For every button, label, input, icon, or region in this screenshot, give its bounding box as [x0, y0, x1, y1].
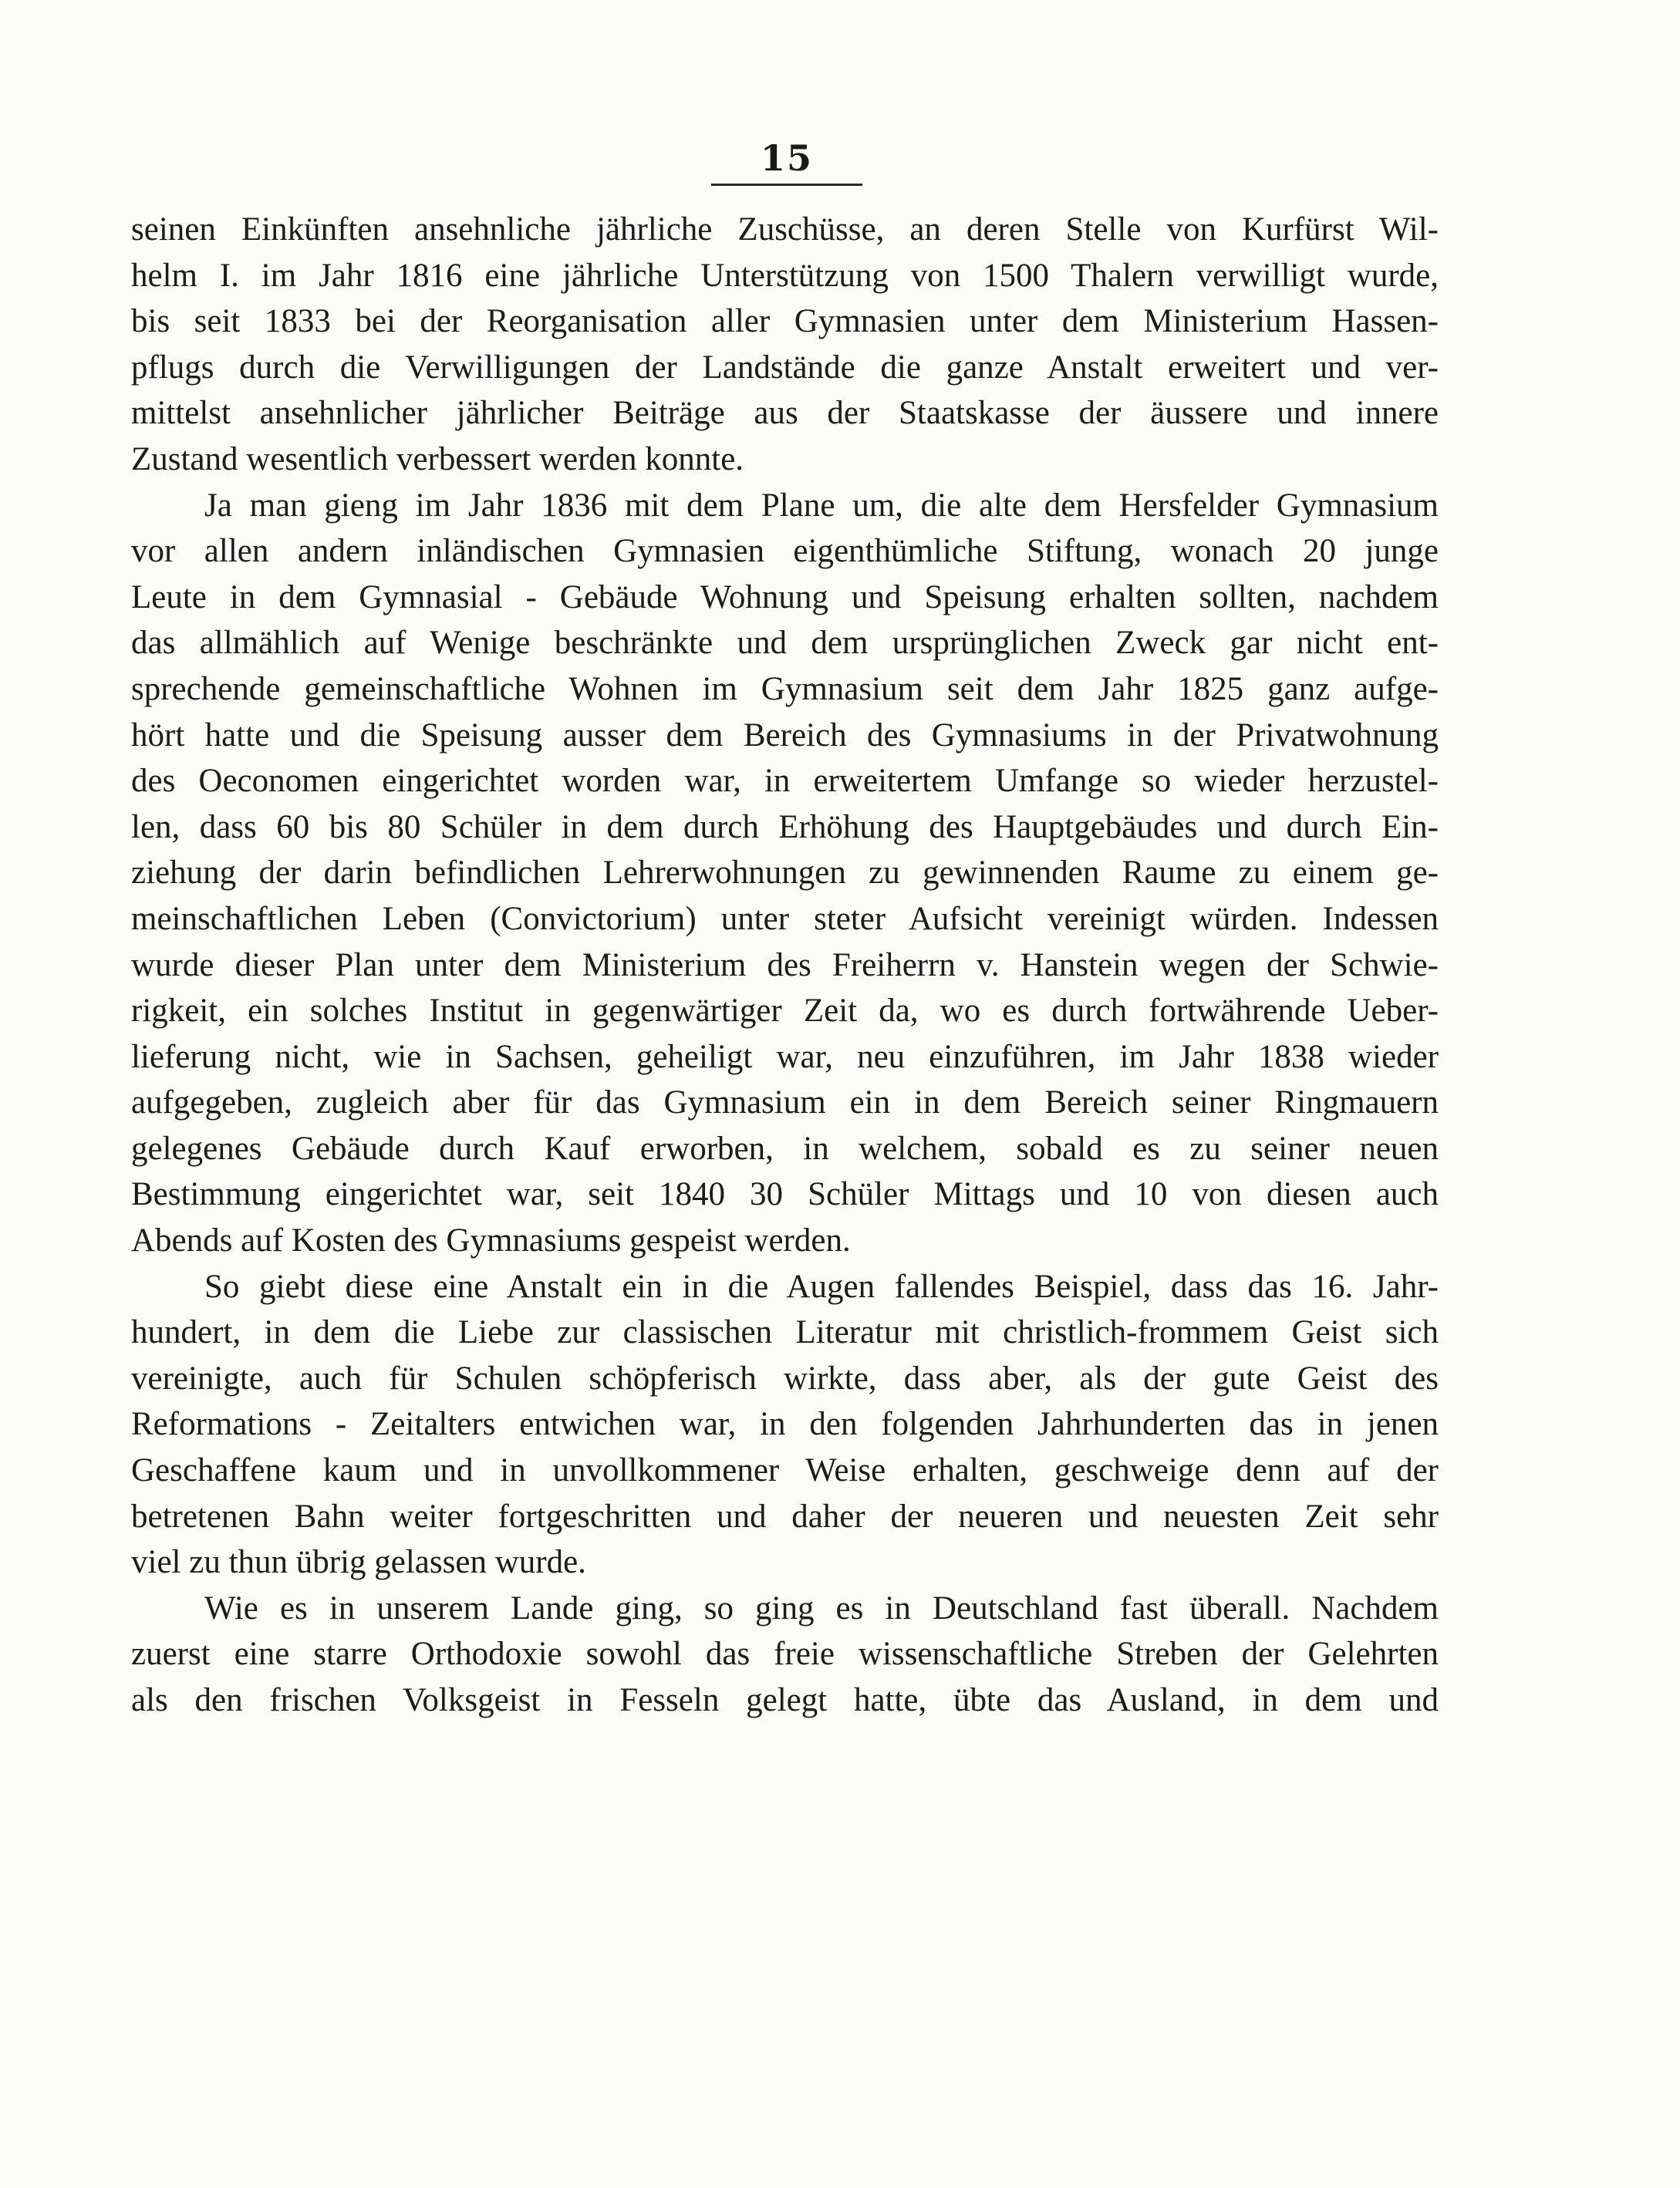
- text-line: Geschaffene kaum und in unvollkommener Weise erhalten, geschweige denn auf der: [131, 1452, 1439, 1489]
- text-line: Reformations - Zeitalters entwichen war, in den folgenden Jahrhunderten das in jenen: [131, 1406, 1439, 1443]
- text-line: viel zu thun übrig gelassen wurde.: [131, 1544, 586, 1581]
- text-line: helm I. im Jahr 1816 eine jährliche Unterstützung von 1500 Thalern verwilligt wurde,: [131, 257, 1439, 294]
- text-line: bis seit 1833 bei der Reorganisation aller Gymnasien unter dem Ministerium Hassen-: [131, 303, 1439, 340]
- text-line: Abends auf Kosten des Gymnasiums gespeist werden.: [131, 1222, 851, 1259]
- page-number-rule: [711, 184, 862, 186]
- text-line: hört hatte und die Speisung ausser dem Bereich des Gymnasiums in der Privatwohnung: [131, 716, 1439, 753]
- text-line: pflugs durch die Verwilligungen der Landstände die ganze Anstalt erweitert und ver-: [131, 349, 1439, 386]
- text-line: meinschaftlichen Leben (Convictorium) unter steter Aufsicht vereinigt würden. Indessen: [131, 900, 1439, 937]
- text-line: Bestimmung eingerichtet war, seit 1840 30 Schüler Mittags und 10 von diesen auch: [131, 1176, 1439, 1213]
- text-line: wurde dieser Plan unter dem Ministerium des Freiherrn v. Hanstein wegen der Schwie-: [131, 946, 1439, 983]
- text-line: Wie es in unserem Lande ging, so ging es in Deutschland fast überall. Nachdem: [204, 1590, 1439, 1627]
- text-line: vereinigte, auch für Schulen schöpferisch wirkte, dass aber, als der gute Geist des: [131, 1360, 1439, 1397]
- text-line: mittelst ansehnlicher jährlicher Beiträge aus der Staatskasse der äussere und innere: [131, 395, 1439, 432]
- text-line: Zustand wesentlich verbessert werden konnte.: [131, 440, 744, 477]
- text-line: sprechende gemeinschaftliche Wohnen im Gymnasium seit dem Jahr 1825 ganz aufge-: [131, 670, 1439, 707]
- text-line: len, dass 60 bis 80 Schüler in dem durch Erhöhung des Hauptgebäudes und durch Ein-: [131, 808, 1439, 845]
- text-line: lieferung nicht, wie in Sachsen, geheiligt war, neu einzuführen, im Jahr 1838 wieder: [131, 1038, 1439, 1075]
- text-line: gelegenes Gebäude durch Kauf erworben, in welchem, sobald es zu seiner neuen: [131, 1130, 1439, 1167]
- page-number: 15: [760, 137, 813, 179]
- text-line: hundert, in dem die Liebe zur classischen Literatur mit christlich-frommem Geist sich: [131, 1314, 1439, 1351]
- text-line: Leute in dem Gymnasial - Gebäude Wohnung und Speisung erhalten sollten, nachdem: [131, 578, 1439, 615]
- text-line: rigkeit, ein solches Institut in gegenwärtiger Zeit da, wo es durch fortwährende Ueber-: [131, 993, 1439, 1030]
- text-line: seinen Einkünften ansehnliche jährliche Zuschüsse, an deren Stelle von Kurfürst Wil-: [131, 211, 1439, 248]
- text-line: betretenen Bahn weiter fortgeschritten und daher der neueren und neuesten Zeit sehr: [131, 1498, 1439, 1535]
- text-line: vor allen andern inländischen Gymnasien eigenthümliche Stiftung, wonach 20 junge: [131, 533, 1439, 570]
- text-line: ziehung der darin befindlichen Lehrerwohnungen zu gewinnenden Raume zu einem ge-: [131, 855, 1439, 892]
- text-line: aufgegeben, zugleich aber für das Gymnasium ein in dem Bereich seiner Ringmauern: [131, 1084, 1439, 1121]
- text-line: des Oeconomen eingerichtet worden war, in erweitertem Umfange so wieder herzustel-: [131, 763, 1439, 800]
- text-line: als den frischen Volksgeist in Fesseln gelegt hatte, übte das Ausland, in dem und: [131, 1682, 1439, 1718]
- body-text: [131, 207, 1439, 1724]
- text-line: das allmählich auf Wenige beschränkte und dem ursprünglichen Zweck gar nicht ent-: [131, 625, 1439, 662]
- text-line: So giebt diese eine Anstalt ein in die Augen fallendes Beispiel, dass das 16. Jahr-: [204, 1268, 1439, 1305]
- text-line: zuerst eine starre Orthodoxie sowohl das freie wissenschaftliche Streben der Gelehrten: [131, 1636, 1439, 1673]
- text-line: Ja man gieng im Jahr 1836 mit dem Plane um, die alte dem Hersfelder Gymnasium: [204, 487, 1439, 524]
